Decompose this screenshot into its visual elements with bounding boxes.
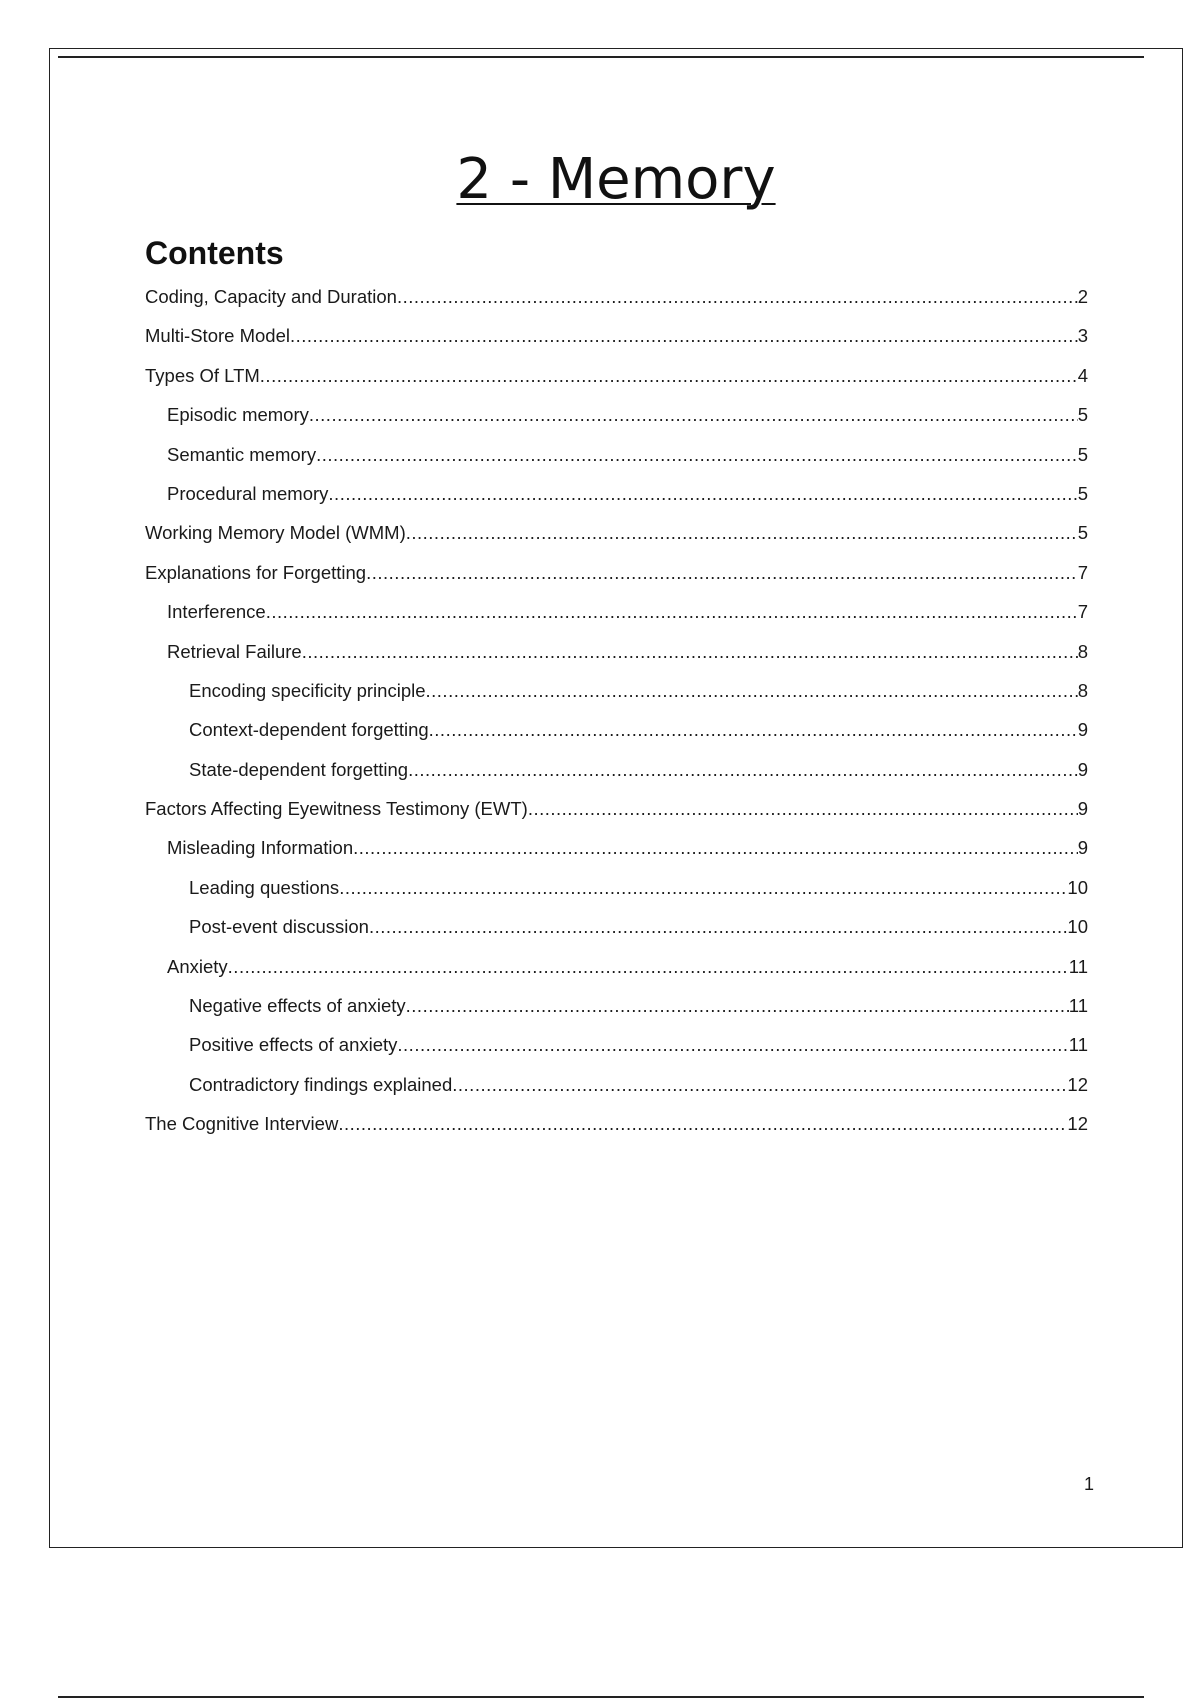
toc-entry[interactable] — [145, 798, 1088, 837]
toc-entry-page: 9 — [1077, 758, 1088, 780]
toc-dot-leader — [406, 995, 1069, 1017]
toc-entry-label: Positive effects of anxiety — [189, 1034, 398, 1056]
toc-entry-page: 5 — [1077, 443, 1088, 465]
toc-entry-label: Explanations for Forgetting — [145, 561, 367, 583]
toc-entry-page: 9 — [1077, 798, 1088, 820]
toc-entry[interactable] — [145, 837, 1088, 876]
toc-dot-leader — [429, 719, 1078, 741]
header-rule — [58, 56, 1144, 58]
toc-entry[interactable] — [145, 877, 1088, 916]
toc-entry[interactable] — [145, 1113, 1088, 1152]
toc-dot-leader — [260, 365, 1078, 387]
contents-heading: Contents — [145, 235, 284, 271]
toc-entry[interactable] — [145, 286, 1088, 325]
toc-entry[interactable] — [145, 404, 1088, 443]
toc-dot-leader — [338, 1113, 1067, 1135]
toc-entry-label: Post-event discussion — [189, 916, 369, 938]
document-title: 2 - Memory — [456, 147, 776, 212]
toc-entry-label: Context-dependent forgetting — [189, 719, 429, 741]
toc-entry-label: Factors Affecting Eyewitness Testimony (EWT) — [145, 798, 528, 820]
toc-entry-label: Retrieval Failure — [167, 640, 302, 662]
toc-entry[interactable] — [145, 444, 1088, 483]
toc-dot-leader — [369, 916, 1067, 938]
toc-entry-page: 4 — [1077, 364, 1088, 386]
toc-entry-page: 11 — [1068, 955, 1088, 977]
page-number: 1 — [1083, 1474, 1094, 1494]
toc-entry[interactable] — [145, 759, 1088, 798]
toc-dot-leader — [353, 837, 1078, 859]
toc-entry[interactable] — [145, 365, 1088, 404]
toc-entry-label: Interference — [167, 601, 266, 623]
toc-entry-page: 7 — [1077, 561, 1088, 583]
toc-entry-page: 2 — [1077, 286, 1088, 307]
toc-entry[interactable] — [145, 483, 1088, 522]
toc-dot-leader — [408, 759, 1078, 781]
toc-dot-leader — [397, 1034, 1068, 1056]
toc-entry-page: 3 — [1077, 325, 1088, 347]
toc-entry[interactable] — [145, 956, 1088, 995]
toc-entry-label: Negative effects of anxiety — [189, 995, 406, 1017]
toc-entry-label: Working Memory Model (WMM) — [145, 522, 406, 544]
toc-dot-leader — [228, 956, 1069, 978]
toc-entry-label: The Cognitive Interview — [145, 1113, 339, 1135]
toc-dot-leader — [528, 798, 1078, 820]
toc-dot-leader — [290, 325, 1078, 347]
toc-entry-label: Multi-Store Model — [145, 325, 290, 347]
toc-entry-label: Encoding specificity principle — [189, 679, 426, 701]
toc-entry-label: Misleading Information — [167, 837, 354, 859]
toc-entry-label: Episodic memory — [167, 404, 309, 426]
toc-entry[interactable] — [145, 325, 1088, 364]
toc-entry-page: 10 — [1067, 916, 1088, 938]
toc-dot-leader — [366, 562, 1078, 584]
toc-entry-label: Procedural memory — [167, 482, 329, 504]
toc-entry-page: 10 — [1067, 876, 1088, 898]
toc-dot-leader — [328, 483, 1077, 505]
toc-entry[interactable] — [145, 916, 1088, 955]
toc-dot-leader — [426, 680, 1078, 702]
toc-entry-page: 9 — [1077, 719, 1088, 741]
toc-entry-page: 5 — [1077, 522, 1088, 544]
toc-entry-page: 12 — [1067, 1113, 1088, 1135]
toc-entry[interactable] — [145, 1034, 1088, 1073]
toc-entry[interactable] — [145, 641, 1088, 680]
toc-entry[interactable] — [145, 1074, 1088, 1113]
toc-entry[interactable] — [145, 522, 1088, 561]
toc-entry[interactable] — [145, 601, 1088, 640]
toc-entry-page: 8 — [1077, 640, 1088, 662]
toc-entry-label: Leading questions — [189, 876, 340, 898]
toc-entry-label: State-dependent forgetting — [189, 758, 409, 780]
toc-dot-leader — [316, 444, 1078, 466]
toc-entry[interactable] — [145, 995, 1088, 1034]
table-of-contents — [145, 286, 1088, 1153]
toc-entry-label: Coding, Capacity and Duration — [145, 286, 397, 307]
toc-dot-leader — [339, 877, 1067, 899]
toc-entry-page: 8 — [1077, 679, 1088, 701]
toc-dot-leader — [302, 641, 1078, 663]
toc-entry-page: 11 — [1068, 995, 1088, 1017]
toc-entry-page: 5 — [1077, 404, 1088, 426]
toc-entry-label: Anxiety — [167, 955, 228, 977]
toc-entry[interactable] — [145, 562, 1088, 601]
toc-dot-leader — [397, 286, 1078, 308]
next-page-header-rule — [58, 1696, 1144, 1698]
toc-entry-page: 11 — [1068, 1034, 1088, 1056]
toc-entry[interactable] — [145, 719, 1088, 758]
toc-entry-page: 12 — [1067, 1073, 1088, 1095]
toc-entry-label: Contradictory findings explained — [189, 1073, 453, 1095]
toc-entry-label: Semantic memory — [167, 443, 317, 465]
toc-dot-leader — [452, 1074, 1067, 1096]
toc-entry-page: 7 — [1077, 601, 1088, 623]
toc-entry-page: 5 — [1077, 482, 1088, 504]
toc-entry-page: 9 — [1077, 837, 1088, 859]
toc-dot-leader — [309, 404, 1078, 426]
toc-dot-leader — [406, 522, 1078, 544]
toc-entry-label: Types Of LTM — [145, 364, 260, 386]
toc-entry[interactable] — [145, 680, 1088, 719]
toc-dot-leader — [266, 601, 1078, 623]
